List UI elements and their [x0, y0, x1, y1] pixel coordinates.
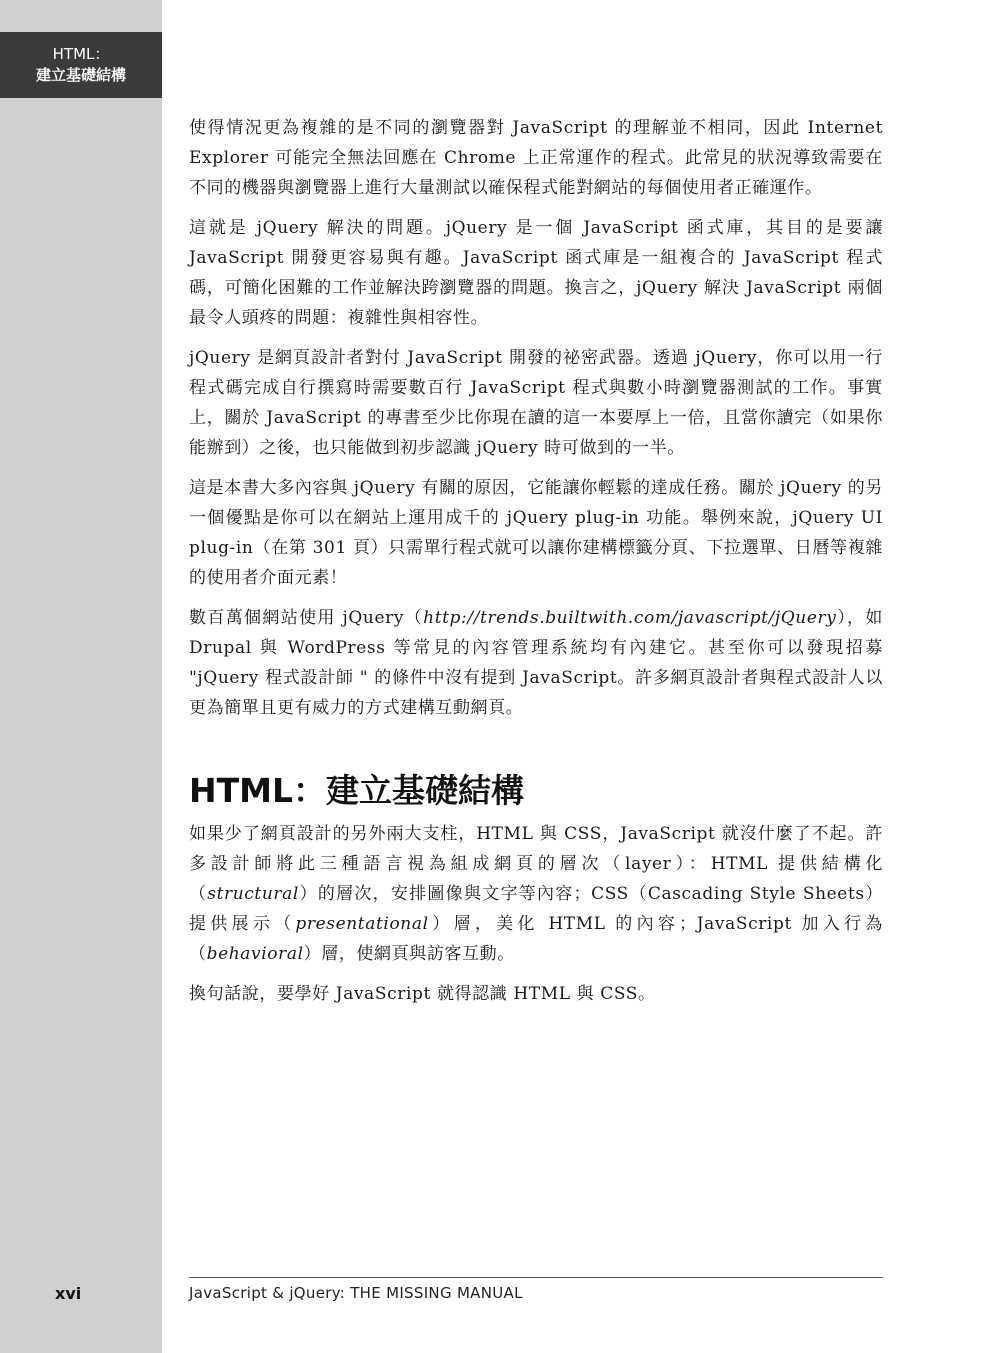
paragraph-6-part-b: ）的層次，安排圖像與文字等內容；CSS（Cascading Style Sheets）提供展示（: [189, 884, 883, 934]
footer-divider: [189, 1277, 883, 1278]
paragraph-5-start: 數百萬個網站使用 jQuery（: [189, 608, 424, 628]
paragraph-3: jQuery 是網頁設計者對付 JavaScript 開發的祕密武器。透過 jQuery，你可以用一行程式碼完成自行撰寫時需要數百行 JavaScript 程式與數小時瀏覽器測試的工作。事實上，關於 JavaScript 的專書至少比你現在讀的這一本要厚上一倍，且當你讀完（如果你能辦到）之後，也只能做到初步認識 jQuery 時可做到的一半。: [189, 348, 883, 458]
sidebar: [0, 0, 162, 1353]
page-body: [189, 113, 883, 1019]
builtwith-url: http://trends.builtwith.com/javascript/jQuery: [423, 608, 837, 628]
paragraph-1: 使得情況更為複雜的是不同的瀏覽器對 JavaScript 的理解並不相同，因此 Internet Explorer 可能完全無法回應在 Chrome 上正常運作的程式。此常見的狀況導致需要在不同的機器與瀏覽器上進行大量測試以確保程式能對網站的每個使用者正確運作。: [189, 118, 883, 198]
paragraph-6-part-c: ）層，美化 HTML 的內容；JavaScript 加入行為（: [189, 914, 883, 964]
term-structural: structural: [207, 884, 299, 904]
chapter-tab-line2: 建立基礎結構: [35, 66, 126, 84]
footer-book-title: JavaScript & jQuery: THE MISSING MANUAL: [189, 1284, 523, 1302]
chapter-tab-line1: HTML：: [52, 45, 110, 63]
section-heading: HTML：建立基礎結構: [189, 771, 524, 810]
term-behavioral: behavioral: [206, 944, 304, 964]
paragraph-7: 換句話說，要學好 JavaScript 就得認識 HTML 與 CSS。: [189, 984, 656, 1004]
paragraph-4: 這是本書大多內容與 jQuery 有關的原因，它能讓你輕鬆的達成任務。關於 jQuery 的另一個優點是你可以在網站上運用成千的 jQuery plug-in 功能。舉例來說，jQuery UI plug-in（在第 301 頁）只需單行程式就可以讓你建構標籤分頁、下拉選單、日曆等複雜的使用者介面元素！: [189, 478, 883, 588]
paragraph-2: 這就是 jQuery 解決的問題。jQuery 是一個 JavaScript 函式庫，其目的是要讓 JavaScript 開發更容易與有趣。JavaScript 函式庫是一組複合的 JavaScript 程式碼，可簡化困難的工作並解決跨瀏覽器的問題。換言之，jQuery 解決 JavaScript 兩個最令人頭疼的問題：複雜性與相容性。: [189, 218, 883, 328]
paragraph-5-end: ），如 Drupal 與 WordPress 等常見的內容管理系統均有內建它。甚至你可以發現招募 "jQuery 程式設計師 " 的條件中沒有提到 JavaScript。許多網頁設計者與程式設計人以更為簡單且更有威力的方式建構互動網頁。: [189, 608, 883, 718]
page-number: xvi: [55, 1284, 82, 1303]
chapter-tab: [0, 32, 162, 98]
paragraph-6: [189, 819, 883, 969]
paragraph-6-part-a: 如果少了網頁設計的另外兩大支柱，HTML 與 CSS，JavaScript 就沒什麼了不起。許多設計師將此三種語言視為組成網頁的層次（layer）：HTML 提供結構化（: [189, 824, 883, 904]
paragraph-5: [189, 603, 883, 723]
term-presentational: presentational: [295, 914, 429, 934]
paragraph-6-part-d: ）層，使網頁與訪客互動。: [303, 944, 515, 964]
